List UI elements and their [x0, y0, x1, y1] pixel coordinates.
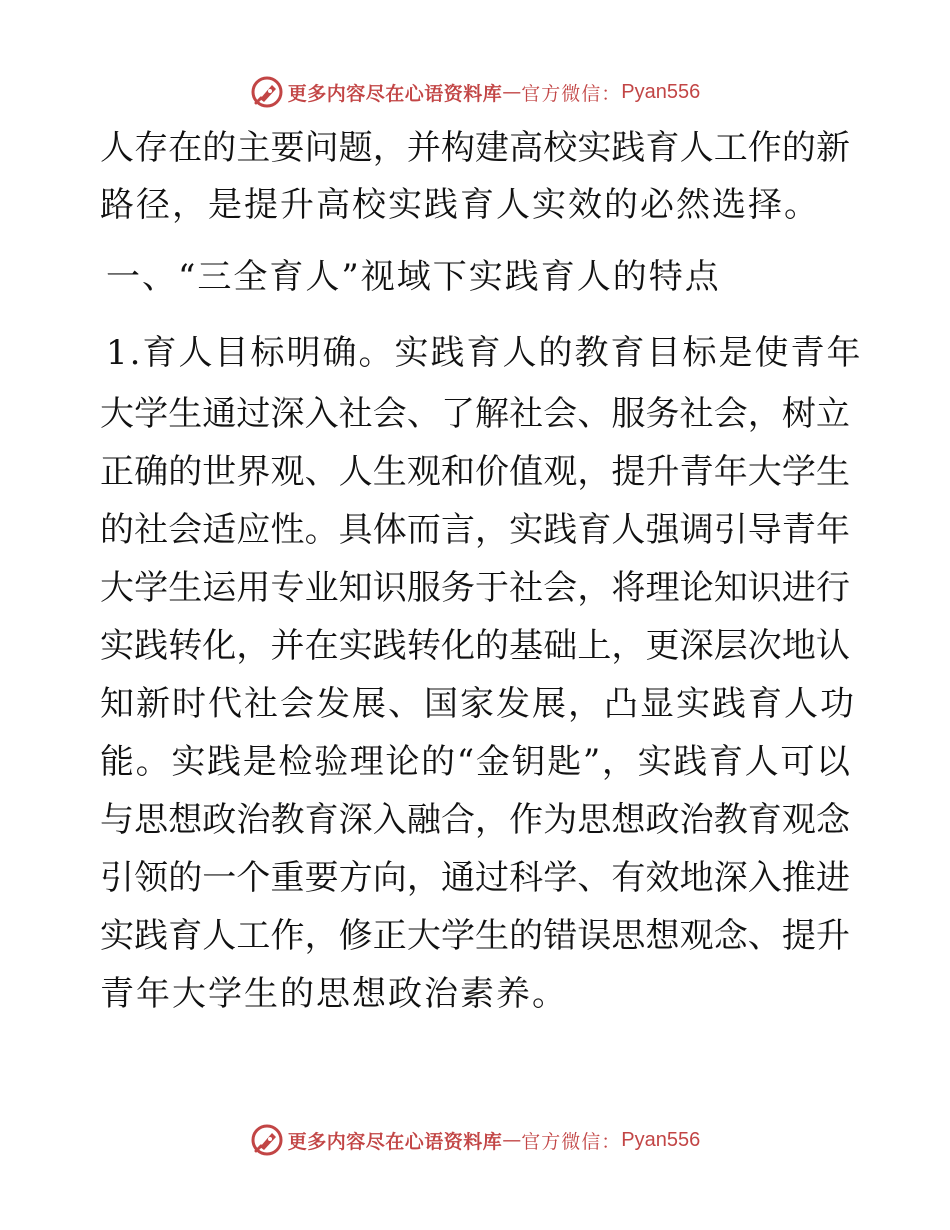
body-line: 大学生运用专业知识服务于社会，将理论知识进行 — [100, 568, 850, 608]
body-line: 青年大学生的思想政治素养。 — [100, 974, 568, 1014]
body-line: 实践育人工作，修正大学生的错误思想观念、提升 — [100, 916, 850, 956]
pen-nib-logo-icon — [250, 75, 284, 109]
banner-separator: — — [502, 81, 522, 103]
body-line: 人存在的主要问题，并构建高校实践育人工作的新 — [100, 128, 850, 168]
banner-brand-text: 更多内容尽在心语资料库 — [287, 82, 503, 105]
body-line: 路径，是提升高校实践育人实效的必然选择。 — [100, 185, 820, 225]
subsection-first-line: 1.育人目标明确。实践育人的教育目标是使青年 — [106, 333, 863, 373]
banner-brand-text: 更多内容尽在心语资料库 — [287, 1130, 503, 1153]
header-banner — [0, 72, 950, 112]
body-line: 与思想政治教育深入融合，作为思想政治教育观念 — [100, 800, 850, 840]
body-line: 引领的一个重要方向，通过科学、有效地深入推进 — [100, 858, 850, 898]
body-line: 的社会适应性。具体而言，实践育人强调引导青年 — [100, 510, 850, 550]
body-line: 正确的世界观、人生观和价值观，提升青年大学生 — [100, 452, 850, 492]
body-line: 能。实践是检验理论的“金钥匙”，实践育人可以 — [100, 742, 850, 782]
banner-separator: — — [502, 1129, 522, 1151]
pen-nib-logo-icon — [250, 1123, 284, 1157]
body-line: 大学生通过深入社会、了解社会、服务社会，树立 — [100, 394, 850, 434]
footer-banner — [0, 1120, 950, 1160]
section-heading: 一、“三全育人”视域下实践育人的特点 — [106, 257, 721, 297]
banner-wechat-label: 官方微信： — [521, 82, 622, 105]
banner-wechat-label: 官方微信： — [521, 1130, 622, 1153]
banner-wechat-id: Pyan556 — [621, 1128, 701, 1151]
body-line: 知新时代社会发展、国家发展，凸显实践育人功 — [100, 684, 856, 724]
banner-wechat-id: Pyan556 — [621, 80, 701, 103]
body-line: 实践转化，并在实践转化的基础上，更深层次地认 — [100, 626, 850, 666]
